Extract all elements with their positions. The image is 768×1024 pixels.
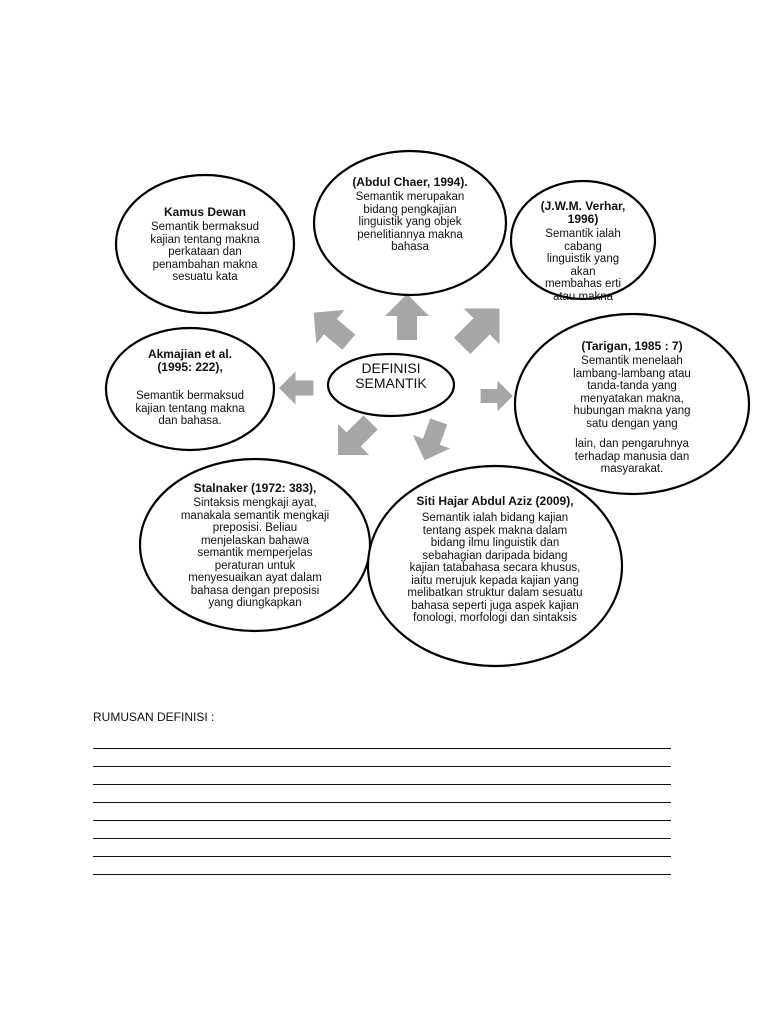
bubble-title: (Abdul Chaer, 1994).: [352, 175, 468, 189]
bubble-body: Sintaksis mengkaji ayat, manakala semantik mengkaji preposisi. Beliau menjelaskan bahawa semantik memperjelas peraturan untuk menyesuaikan ayat dalam bahasa dengan preposisi yang diungkapkan: [180, 497, 330, 609]
answer-line: [93, 784, 671, 785]
center-label-line1: DEFINISI: [361, 360, 421, 376]
arrow-up-left-icon: [299, 296, 363, 359]
rumusan-definisi-label: RUMUSAN DEFINISI :: [93, 710, 215, 724]
answer-line: [93, 874, 671, 875]
answer-line: [93, 748, 671, 749]
bubble-kamus-dewan: [148, 206, 262, 284]
bubble-body: Semantik ialah bidang kajian tentang aspek makna dalam bidang ilmu linguistik dan sebahagian daripada bidang kajian tatabahasa secara khusus, iaitu merujuk kepada kajian yang melibatkan struktur dalam sesuatu bahasa seperti juga aspek kajian fonologi, morfologi dan sintaksis: [407, 512, 583, 624]
bubble-body: Semantik ialah cabang linguistik yang akan membahas erti atau makna: [544, 228, 622, 303]
bubble-tarigan: [552, 340, 712, 476]
bubble-title: (J.W.M. Verhar, 1996): [540, 199, 626, 226]
bubble-stalnaker: [180, 482, 330, 610]
bubble-body: Semantik menelaah lambang-lambang atau tanda-tanda yang menyatakan makna, hubungan makna yang satu dengan yang: [573, 355, 691, 430]
arrow-left-icon: [279, 372, 314, 405]
bubble-body: Semantik bermaksud kajian tentang makna dan bahasa.: [135, 390, 245, 427]
bubble-title: Stalnaker (1972: 383),: [193, 481, 317, 495]
bubble-body-continued: lain, dan pengaruhnya terhadap manusia dan masyarakat.: [574, 438, 690, 475]
answer-line: [93, 838, 671, 839]
arrow-down-left-icon: [322, 407, 386, 471]
bubble-title: Kamus Dewan: [163, 205, 247, 219]
bubble-siti-hajar: [400, 495, 590, 625]
arrow-down-icon: [406, 415, 457, 467]
answer-line: [93, 820, 671, 821]
bubble-abdul-chaer: [345, 176, 475, 254]
arrow-up-right-icon: [444, 291, 517, 364]
answer-line: [93, 856, 671, 857]
center-label: [328, 361, 454, 391]
bubble-body: Semantik bermaksud kajian tentang makna perkataan dan penambahan makna sesuatu kata: [150, 221, 260, 283]
answer-line: [93, 766, 671, 767]
bubble-title: Akmajian et al. (1995: 222),: [147, 347, 233, 374]
bubble-akmajian: [130, 348, 250, 428]
arrow-up-icon: [385, 294, 429, 340]
center-label-line2: SEMANTIK: [355, 375, 427, 391]
arrow-right-icon: [481, 381, 513, 412]
answer-line: [93, 802, 671, 803]
bubble-verhar: [533, 200, 633, 303]
bubble-title: Siti Hajar Abdul Aziz (2009),: [416, 494, 574, 508]
bubble-title: (Tarigan, 1985 : 7): [581, 339, 683, 353]
bubble-body: Semantik merupakan bidang pengkajian linguistik yang objek penelitiannya makna bahasa: [355, 191, 465, 253]
